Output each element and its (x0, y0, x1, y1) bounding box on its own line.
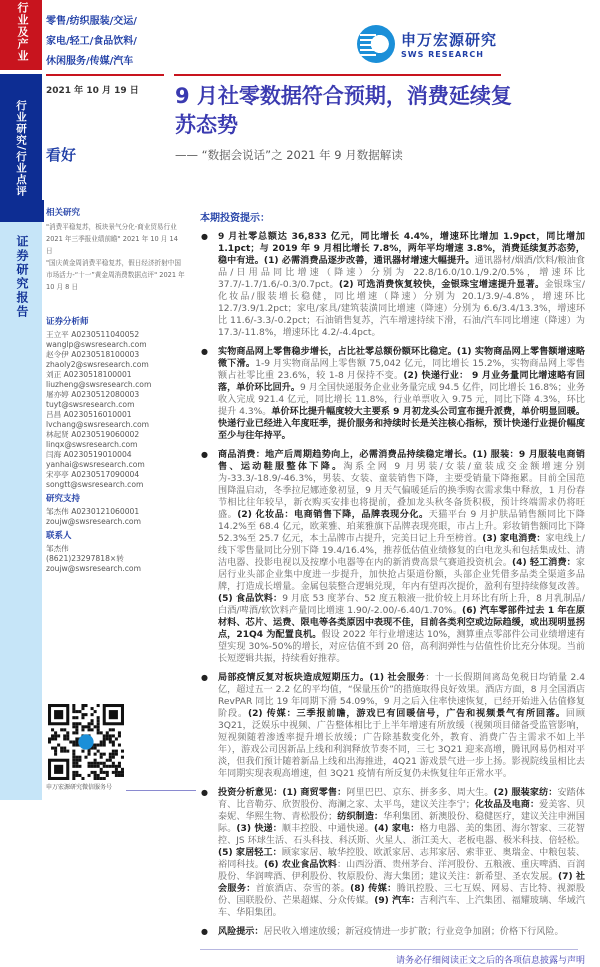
analyst-email[interactable]: linqx@swsresearch.com (46, 440, 138, 449)
contact-email[interactable]: zoujw@swsresearch.com (46, 564, 141, 573)
logo-mark-icon (357, 25, 395, 63)
sidebar-dark-tab (0, 200, 44, 222)
related-heading: 相关研究 (46, 208, 81, 218)
analyst-email[interactable]: yanhai@swsresearch.com (46, 460, 145, 469)
analyst-name: 林起贤 A0230519060002 (46, 430, 140, 439)
bullet-paragraph (200, 346, 585, 442)
body-text: 家居行业头部企业集中度进一步提升，加快抢占渠道份额，头部企业凭借多品类全渠道多品牌，打造成长增量。金属包装整合逻辑兑现，年内有望再次提价，盈利有望持续修复改善。 (218, 558, 585, 592)
related-item[interactable]: "消费平稳复苏，板块景气分化-商业贸易行业 2021 年三季报业绩前瞻" 2021 年 10 月 14 日 (46, 223, 178, 255)
body-text: 通讯器材/烟酒/饮料/粮油食品/日用品同比增速（降速）分别为 22.8/16.0/10.1/9.2/0.5%，增速环比 37.7/-1.7/1.6/-0.3/0.7pct。 (218, 256, 585, 290)
bold-text: (2) 传媒：三季报前瞻，游戏已有回暖信号，广告和视频景气有所回落。 (247, 709, 566, 719)
body-text: ：十一长假期间离岛免税日均销量 2.4 亿，超过五一 2.2 亿的平均值，“保量压价”的措施取得良好效果。酒店方面，8 月全国酒店 RevPAR 同比 19 年同期下滑 54.09%，9 月之后入住率快速恢复，已经开始进入估值修复阶段。 (218, 673, 585, 719)
disclaimer-note: 请务必仔细阅读正文之后的各项信息披露与声明 (395, 956, 585, 966)
analysts-heading: 证券分析师 (46, 317, 89, 327)
logo-en: SWS RESEARCH (401, 50, 484, 59)
body-text: 金银珠宝/化妆品/服装增长稳健，同比增速（降速）分别为 20.1/3.9/-4.8%，增速环比 12.7/3.9/1.2pct；家电/家具/建筑装潢同比增速（降速）分别为 6.6/3.4/13.3%，增速环比 11.6/-3.3/-0.2pct；石油销售复苏，汽车增速持续下滑，石油/汽车同比增速（降速）为 17.3/-11.8%，增速环比 4.2/-4.4pct。 (218, 280, 585, 338)
support-heading: 研究支持 (46, 494, 81, 504)
bold-text: 局部疫情反复对板块造成短期压力。(1) 社会服务 (218, 673, 426, 683)
divider (126, 790, 196, 791)
body-text: 顾家家居、敏华控股、欧派家居、志邦家居、索菲亚、奥瑞金、中粮包装、裕同科技。 (218, 848, 585, 870)
bold-text: (2) 化妆品：电商销售下降，品牌表现分化。 (237, 510, 429, 520)
support-email[interactable]: zoujw@swsresearch.com (46, 517, 141, 526)
bold-text: (2) 可选消费恢复较快，金银珠宝增速提升显著。 (338, 280, 545, 290)
bold-text: (6) 汽车零部件过去 1 年在原材料、芯片、运费、限电等各类原因中表现不佳，目前各类利空或边际趋缓，或出现明显拐点，21Q4 为配置良机。 (218, 606, 585, 640)
body-text: 顺丰控股、中通快递。 (281, 824, 374, 834)
analyst-email[interactable]: lvchang@swsresearch.com (46, 420, 150, 429)
body-text: 天猫平台 9 月护肤品销售额同比下降 14.2%至 68.4 亿元，欧莱雅、珀莱雅旗下品牌表现亮眼，市占上升。彩妆销售额同比下降 52.3%至 25.7 亿元，本土品牌市占提升，完美日记上升至榜首。 (218, 510, 585, 544)
body-text: 假设 2022 年行业增速达 10%，测算重点零部件公司业绩增速有望实现 30%-50%的增长，对应估值不到 20 倍，高利润弹性与估值性价比充分体现。当前长短逻辑共振，持续看好推荐。 (218, 630, 585, 664)
bold-text: (3) 家电消费： (482, 534, 546, 544)
footer-divider (200, 949, 578, 950)
sws-logo (357, 25, 497, 63)
body-text: 阿里巴巴、京东、拼多多、周大生。 (346, 788, 494, 798)
category-line: 休闲服务/传媒/汽车 (46, 56, 134, 67)
analyst-name: 闫海 A0230519010004 (46, 450, 132, 459)
bold-text: 纺织制造： (337, 812, 384, 822)
analyst-name: 宋亭亭 A0230517090004 (46, 470, 140, 479)
analyst-name: 刘正 A0230518100001 (46, 370, 132, 379)
logo-cn: 申万宏源研究 (401, 31, 498, 49)
divider (46, 74, 164, 76)
body-text: 安踏体育、比音勒芬、欣贺股份、海澜之家、太平鸟，建议关注李宁； (218, 788, 585, 810)
analyst-name: 吕昌 A0230516010001 (46, 410, 132, 419)
investment-highlights (200, 212, 585, 945)
body-text: 9 月底 53 度茅台、52 度五粮液一批价较上月环比有所上升，8 月乳制品/白酒/啤酒/软饮料产量同比增速 1.90/-2.00/-6.40/1.70%。 (218, 594, 585, 616)
contact-heading: 联系人 (46, 531, 72, 541)
bold-text: (2) 服装家纺： (493, 788, 558, 798)
body-text: 吉利汽车、上汽集团、福耀玻璃、华域汽车、华阳集团。 (218, 896, 585, 918)
analyst-list (46, 330, 186, 490)
bold-text: (3) 快递： (236, 824, 282, 834)
bold-text: 9 月社零总额达 36,833 亿元，同比增长 4.4%，增速环比增加 1.9pct，同比增加 1.1pct；与 2019 年 9 月相比增长 7.8%，两年平均增速 3.8%，消费延续复苏态势，稳中有进。(1) 必需消费品逐步改善，通讯器材增速大幅提升。 (218, 232, 585, 266)
report-type-label: 行业研究/行业点评 (15, 100, 27, 197)
body-text: 首旅酒店、奈雪的茶。 (255, 884, 351, 894)
section-label: 行业及产业 (16, 2, 29, 62)
analyst-email[interactable]: tuyt@swsresearch.com (46, 400, 135, 409)
body-text: 华利集团、新澳股份、稳健医疗，建议关注申洲国际。 (218, 812, 585, 834)
bold-text: (5) 食品饮料： (218, 594, 283, 604)
bold-text: (7) 社会服务： (218, 872, 585, 894)
bullet-paragraph (200, 449, 585, 665)
analyst-email[interactable]: wanglp@swsresearch.com (46, 340, 147, 349)
body-text: 腾讯控股、三七互娱、网易、吉比特、视源股份、国联股份、芒果超媒、分众传媒。 (218, 884, 585, 906)
report-subtitle: —— “数据会说话”之 2021 年 9 月数据解读 (175, 148, 403, 162)
bold-text: 化妆品及电商： (474, 800, 540, 810)
bold-text: (8) 传媒： (350, 884, 397, 894)
report-category-label: 证券研究报告 (15, 235, 29, 319)
bold-text: (6) 农业食品饮料 (263, 860, 337, 870)
sidebar-info (46, 208, 186, 574)
body-text: 居民收入增速放缓；新冠疫情进一步扩散；行业竞争加剧；价格下行风险。 (263, 927, 564, 937)
report-date: 2021 年 10 月 19 日 (46, 86, 139, 96)
analyst-email[interactable]: zhaoly2@swsresearch.com (46, 360, 149, 369)
body-text: 格力电器、美的集团、海尔智家、三花智控、JS 环球生活、石头科技、科沃斯、火星人、浙江美大、老板电器、极米科技、倍轻松。 (218, 824, 585, 846)
bold-text: 商品消费：地产后周期趋势向上，必需消费品持续稳定增长。(1) 服装：9 月服装电商销售、运动鞋服整体下降。 (218, 450, 585, 472)
related-item[interactable]: "国庆黄金周消费平稳复苏，假日经济折射中国市场活力-“十一”黄金周消费数据点评" 2021 年 10 月 8 日 (46, 259, 185, 291)
bold-text: (4) 家电： (373, 824, 420, 834)
bullet-paragraph (200, 672, 585, 780)
bold-text: (2) 快递行业： 9 月业务量同比增速略有回落，单价环比回升。 (218, 371, 585, 393)
contact-name: 邹杰伟 (46, 544, 69, 553)
analyst-email[interactable]: songtt@swsresearch.com (46, 480, 144, 489)
bold-text: 风险提示： (218, 927, 264, 937)
body-text: 家电线上/线下零售量同比分别下降 19.4/16.4%，推荐低估值业绩修复的白电龙头和包括集成灶、清洁电器、投影电视以及按摩小电器等在内的新消费高景气赛道投资机会。 (218, 534, 585, 568)
bold-text: (5) 家居轻工： (218, 848, 282, 858)
analyst-name: 赵令伊 A0230518100003 (46, 350, 140, 359)
bullet-paragraph (200, 231, 585, 339)
analyst-name: 王立平 A0230511040052 (46, 330, 140, 339)
bold-text: 投资分析意见：(1) 商贸零售： (218, 788, 347, 798)
qr-caption: 申万宏源研究微信服务号 (46, 784, 113, 791)
bold-text: (4) 轻工消费： (512, 558, 576, 568)
body-text: 淘系全网 9 月男装/女装/童装成交金额增速分别为-33.3/-18.9/-46.3%，男装、女装、童装销售下降，主要受销量下降拖累。目前全国范围降温启动，冬季拉尼娜迹象初显，9 月天气偏暖延后的换季购衣需求集中释放，1 月份春节相比往年较早，新衣购买安排也将提前，叠加龙头秋冬备货积极，预计终端需求仍将旺盛。 (218, 462, 585, 520)
support-name: 邹杰伟 A0230121060001 (46, 507, 140, 516)
bold-text: 实物商品网上零售稳步增长，占比社零总额份额环比稳定。(1) 实物商品网上零售额增速略微下滑。 (218, 347, 585, 369)
industry-categories (46, 12, 137, 72)
body-text: 1-9 月实物商品网上零售额 75,042 亿元，同比增长 15.2%，实物商品网上零售额占社零比重 23.6%，较 1-8 月保持不变。 (218, 359, 585, 381)
contact-phone: (8621)23297818×转 (46, 554, 124, 563)
body-text: ：山西汾酒、贵州茅台、洋河股份、五粮液、重庆啤酒、百润股份、华润啤酒、伊利股份、牧原股份、海大集团；建议关注：新希望、圣农发展。 (218, 860, 585, 882)
analyst-email[interactable]: liuzheng@swsresearch.com (46, 380, 152, 389)
rating: 看好 (46, 146, 77, 164)
body-text: 9 月全国快递服务企业业务量完成 94.5 亿件，同比增长 16.8%；业务收入完成 921.4 亿元，同比增长 11.8%，行业单票收入 9.75 元，同比下降 4.3%，环比提升 4.3%。 (218, 383, 585, 417)
report-title: 9 月社零数据符合预期，消费延续复苏态势 (175, 84, 512, 137)
highlights-heading: 本期投资提示： (200, 213, 270, 224)
analyst-name: 屠亦婷 A0230512080003 (46, 390, 140, 399)
divider (174, 74, 501, 76)
body-text: 爱美客、贝泰妮、华熙生物、青松股份； (218, 800, 585, 822)
qr-code (48, 704, 124, 780)
main-column (200, 212, 585, 967)
category-line: 零售/纺织服装/交运/ (46, 16, 137, 27)
bullet-paragraph (200, 787, 585, 919)
body-text: 回顾 3Q21，泛娱乐中视频、广告整体相比于上半年增速有所放缓（视频项目储备受监管影响，短视频随着渗透率提升增长放缓；广告除基数变化外，教育、消费广告主需求不如上半年），游戏公司因新品上线和利润释放节奏不同，三七 3Q21 迎来高增，腾讯网易仍相对平淡，但我们预计随着新品上线和出海推进，4Q21 游戏景气进一步上扬。影视院线虽相比去年同期实现表观高增速，但 3Q21 疫情有所反复仍未恢复往年正常水平。 (218, 709, 585, 779)
bold-text: 单价环比提升幅度较大主要系 9 月初龙头公司宣布提升派费，单价明显回暖。快递行业已经进入年度旺季，提价服务和持续时长是关注核心指标，预计快递行业提价幅度至少与往年持平。 (218, 407, 585, 441)
title-block (175, 82, 515, 162)
category-line: 家电/轻工/食品饮料/ (46, 36, 137, 47)
bold-text: (9) 汽车： (374, 896, 420, 906)
bullet-paragraph (200, 926, 585, 938)
